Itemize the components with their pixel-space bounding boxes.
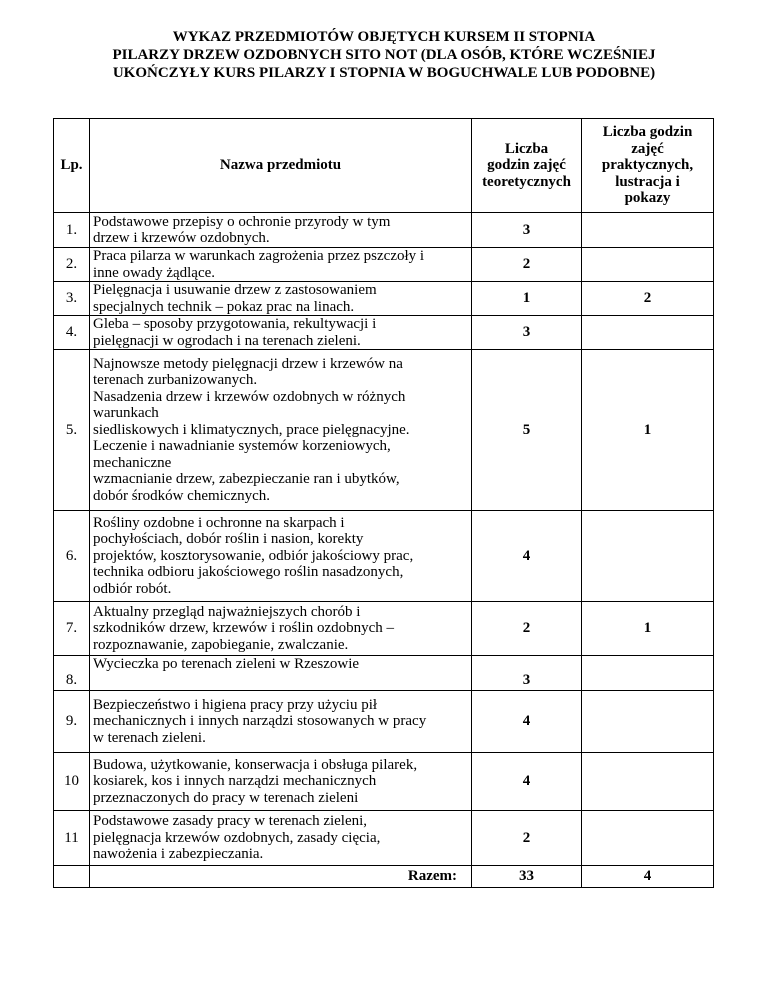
header-practice-hours: Liczba godzin zajęć praktycznych, lustracja i pokazy [582, 119, 714, 213]
theory-hours: 5 [472, 350, 582, 511]
title-line: WYKAZ PRZEDMIOTÓW OBJĘTYCH KURSEM II STOPNIA [172, 29, 596, 45]
subject-name: Podstawowe przepisy o ochronie przyrody w tym drzew i krzewów ozdobnych. [90, 213, 472, 248]
theory-hours: 3 [472, 316, 582, 350]
row-number: 10 [54, 753, 90, 811]
subject-name: Bezpieczeństwo i higiena pracy przy użyciu pił mechanicznych i innych narządzi stosowanych w pracy w terenach zieleni. [90, 691, 472, 753]
row-number: 2. [54, 248, 90, 282]
theory-hours: 4 [472, 511, 582, 602]
table-row [54, 350, 714, 511]
practice-hours [582, 213, 714, 248]
title-line: UKOŃCZYŁY KURS PILARZY I STOPNIA W BOGUCHWALE LUB PODOBNE) [112, 65, 656, 81]
table-row [54, 282, 714, 316]
practice-hours: 1 [582, 350, 714, 511]
total-row [54, 866, 714, 888]
header-theory-hours: Liczba godzin zajęć teoretycznych [472, 119, 582, 213]
row-number: 7. [54, 602, 90, 656]
practice-hours [582, 753, 714, 811]
header-row [54, 119, 714, 213]
subject-name: Pielęgnacja i usuwanie drzew z zastosowaniem specjalnych technik – pokaz prac na linach. [90, 282, 472, 316]
theory-hours: 2 [472, 248, 582, 282]
subject-name: Rośliny ozdobne i ochronne na skarpach i pochyłościach, dobór roślin i nasion, korekty projektów, kosztorysowanie, odbiór jakościowy prac, technika odbioru jakościowego roślin nasadzonych, odbiór robót. [90, 511, 472, 602]
table-row [54, 656, 714, 691]
total-empty-cell [54, 866, 90, 888]
course-subjects-table [53, 118, 714, 888]
subject-name: Budowa, użytkowanie, konserwacja i obsługa pilarek, kosiarek, kos i innych narządzi mechanicznych przeznaczonych do pracy w terenach zieleni [90, 753, 472, 811]
title-line: PILARZY DRZEW OZDOBNYCH SITO NOT (DLA OSÓB, KTÓRE WCZEŚNIEJ [112, 47, 656, 63]
table-row [54, 248, 714, 282]
practice-hours [582, 811, 714, 866]
table-row [54, 691, 714, 753]
theory-hours: 1 [472, 282, 582, 316]
subject-name: Wycieczka po terenach zieleni w Rzeszowie [90, 656, 472, 691]
practice-hours: 1 [582, 602, 714, 656]
table-row [54, 316, 714, 350]
subject-name: Najnowsze metody pielęgnacji drzew i krzewów na terenach zurbanizowanych. Nasadzenia drzew i krzewów ozdobnych w różnych warunkach siedliskowych i klimatycznych, prace pielęgnacyjne. Leczenie i nawadnianie systemów korzeniowych, mechaniczne wzmacnianie drzew, zabezpieczanie ran i ubytków, dobór środków chemicznych. [90, 350, 472, 511]
total-label: Razem: [90, 866, 472, 888]
practice-hours: 2 [582, 282, 714, 316]
theory-hours: 2 [472, 602, 582, 656]
row-number: 6. [54, 511, 90, 602]
table-row [54, 213, 714, 248]
row-number: 9. [54, 691, 90, 753]
theory-hours: 4 [472, 753, 582, 811]
table-row [54, 511, 714, 602]
total-practice-hours: 4 [582, 866, 714, 888]
practice-hours [582, 511, 714, 602]
practice-hours [582, 316, 714, 350]
row-number: 1. [54, 213, 90, 248]
practice-hours [582, 691, 714, 753]
theory-hours: 4 [472, 691, 582, 753]
table-row [54, 602, 714, 656]
subject-name: Gleba – sposoby przygotowania, rekultywacji i pielęgnacji w ogrodach i na terenach zieleni. [90, 316, 472, 350]
theory-hours: 3 [472, 213, 582, 248]
theory-hours: 3 [472, 656, 582, 691]
row-number: 4. [54, 316, 90, 350]
table-row [54, 753, 714, 811]
theory-hours: 2 [472, 811, 582, 866]
document-title [40, 28, 728, 82]
total-theory-hours: 33 [472, 866, 582, 888]
header-name: Nazwa przedmiotu [90, 119, 472, 213]
practice-hours [582, 248, 714, 282]
practice-hours [582, 656, 714, 691]
subject-name: Aktualny przegląd najważniejszych chorób i szkodników drzew, krzewów i roślin ozdobnych – rozpoznawanie, zapobieganie, zwalczanie. [90, 602, 472, 656]
row-number: 5. [54, 350, 90, 511]
row-number: 3. [54, 282, 90, 316]
row-number: 11 [54, 811, 90, 866]
subject-name: Praca pilarza w warunkach zagrożenia przez pszczoły i inne owady żądlące. [90, 248, 472, 282]
row-number: 8. [54, 656, 90, 691]
subject-name: Podstawowe zasady pracy w terenach zieleni, pielęgnacja krzewów ozdobnych, zasady cięcia, nawożenia i zabezpieczania. [90, 811, 472, 866]
header-lp: Lp. [54, 119, 90, 213]
table-row [54, 811, 714, 866]
